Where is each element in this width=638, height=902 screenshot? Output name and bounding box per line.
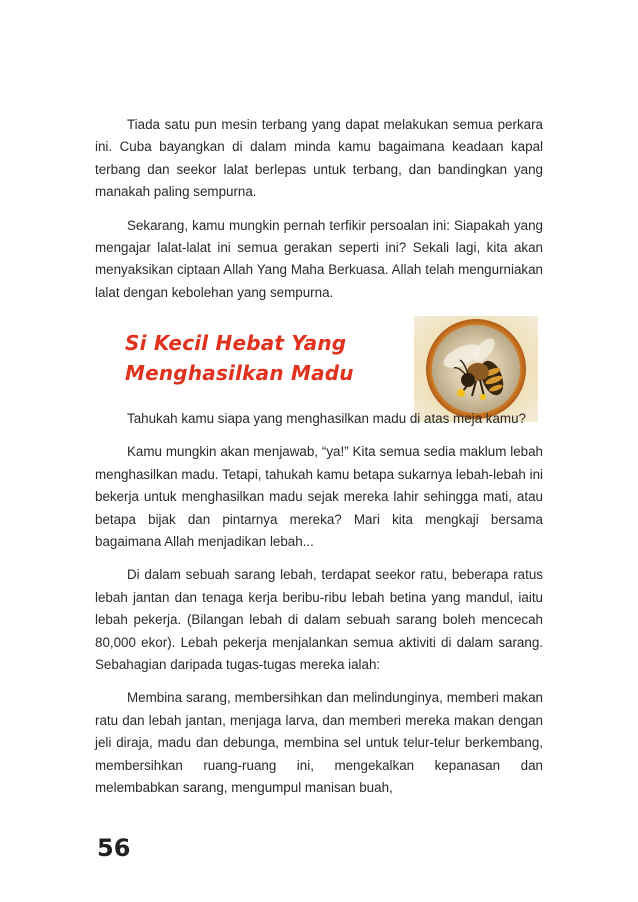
heading-line-1: Si Kecil Hebat Yang <box>125 331 347 355</box>
body-text-top <box>95 114 543 304</box>
body-text-bottom <box>95 408 543 800</box>
paragraph: Sekarang, kamu mungkin pernah terfikir persoalan ini: Siapakah yang mengajar lalat-lalat ini semua gerakan seperti ini? Sekali lagi, kita akan menyaksikan ciptaan Allah Yang Maha Berkuasa. Allah telah mengurniakan lalat dengan kebolehan yang sempurna. <box>95 217 543 300</box>
paragraph: Tiada satu pun mesin terbang yang dapat melakukan semua perkara ini. Cuba bayangkan di dalam minda kamu bagaimana keadaan kapal terbang dan seekor lalat berlepas untuk terbang, dan bandingkan yang manakah paling sempurna. <box>95 117 543 200</box>
paragraph: Di dalam sebuah sarang lebah, terdapat seekor ratu, beberapa ratus lebah jantan dan tenaga kerja beribu-ribu lebah betina yang mandul, iaitu lebah pekerja. (Bilangan lebah di dalam sebuah sarang boleh mencecah 80,000 ekor). Lebah pekerja menjalankan semua aktiviti di dalam sarang. Sebahagian daripada tugas-tugas mereka ialah: <box>95 567 543 673</box>
bee-in-circle-icon <box>414 316 538 422</box>
paragraph: Membina sarang, membersihkan dan melindunginya, memberi makan ratu dan lebah jantan, menjaga larva, dan memberi mereka makan dengan jeli diraja, madu dan debunga, membina sel untuk telur-telur berkembang, membersihkan ruang-ruang ini, mengekalkan kepanasan dan melembabkan sarang, mengumpul manisan buah, <box>95 690 543 796</box>
paragraph: Kamu mungkin akan menjawab, “ya!” Kita semua sedia maklum lebah menghasilkan madu. Tetapi, tahukah kamu betapa sukarnya lebah-lebah ini bekerja untuk menghasilkan madu sejak mereka lahir sehingga mati, atau betapa bijak dan pintarnya mereka? Mari kita mengkaji bersama bagaimana Allah menjadikan lebah... <box>95 444 543 550</box>
paragraph: Tahukah kamu siapa yang menghasilkan madu di atas meja kamu? <box>127 411 526 426</box>
page-number: 56 <box>97 834 131 862</box>
heading-line-2: Menghasilkan Madu <box>125 361 354 385</box>
section-heading <box>125 328 354 388</box>
